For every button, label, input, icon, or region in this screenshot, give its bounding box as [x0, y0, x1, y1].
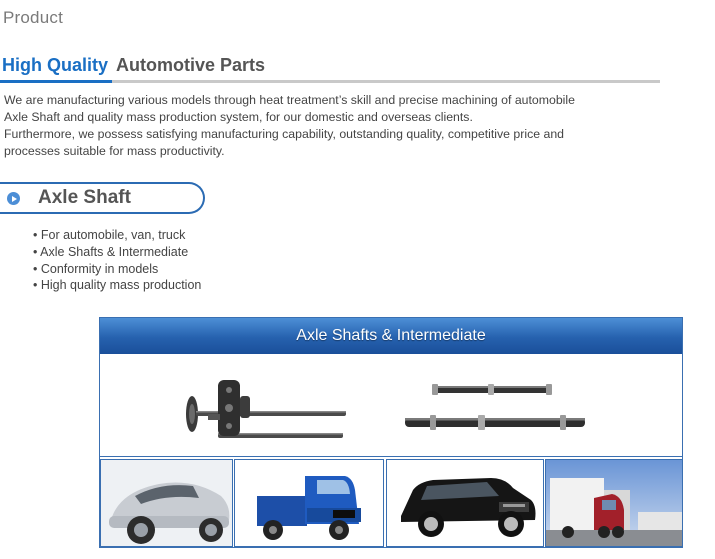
- intro-line: processes suitable for mass productivity.: [4, 144, 225, 158]
- intro-line: Furthermore, we possess satisfying manufacturing capability, outstanding quality, competitive price and: [4, 127, 565, 141]
- vehicle-thumbnails: [100, 457, 682, 549]
- truck-image: [546, 460, 683, 547]
- feature-item: • Axle Shafts & Intermediate: [33, 244, 201, 261]
- suv-image: [387, 460, 544, 547]
- thumbnail-suv[interactable]: [386, 459, 544, 547]
- product-tab-label: Axle Shaft: [38, 187, 131, 208]
- intro-text: [4, 92, 644, 160]
- feature-list: [33, 227, 201, 294]
- passenger-car-image: [101, 460, 233, 547]
- product-panel: [99, 317, 683, 548]
- intro-line: We are manufacturing various models through heat treatment’s skill and precise machining of automobile: [4, 93, 575, 107]
- intermediate-shafts-image: [400, 378, 590, 442]
- feature-item: • High quality mass production: [33, 277, 201, 294]
- van-image: [235, 460, 384, 547]
- intro-line: Axle Shaft and quality mass production system, for our domestic and overseas clients.: [4, 110, 473, 124]
- section-heading: [2, 55, 660, 81]
- panel-title: Axle Shafts & Intermediate: [100, 318, 682, 354]
- arrow-bullet-icon: [7, 192, 20, 205]
- thumbnail-truck[interactable]: [545, 459, 683, 547]
- thumbnail-car[interactable]: [100, 459, 233, 547]
- product-tab-axle-shaft[interactable]: [0, 182, 205, 214]
- axle-shaft-with-hub-image: [178, 370, 358, 448]
- heading-divider: [0, 80, 660, 83]
- section-heading-rest: Automotive Parts: [116, 55, 266, 75]
- parts-image-area: [100, 354, 682, 457]
- section-heading-highlight: High Quality: [2, 55, 109, 75]
- feature-item: • For automobile, van, truck: [33, 227, 201, 244]
- feature-item: • Conformity in models: [33, 261, 201, 278]
- page-title: Product: [3, 8, 63, 27]
- thumbnail-van[interactable]: [234, 459, 384, 547]
